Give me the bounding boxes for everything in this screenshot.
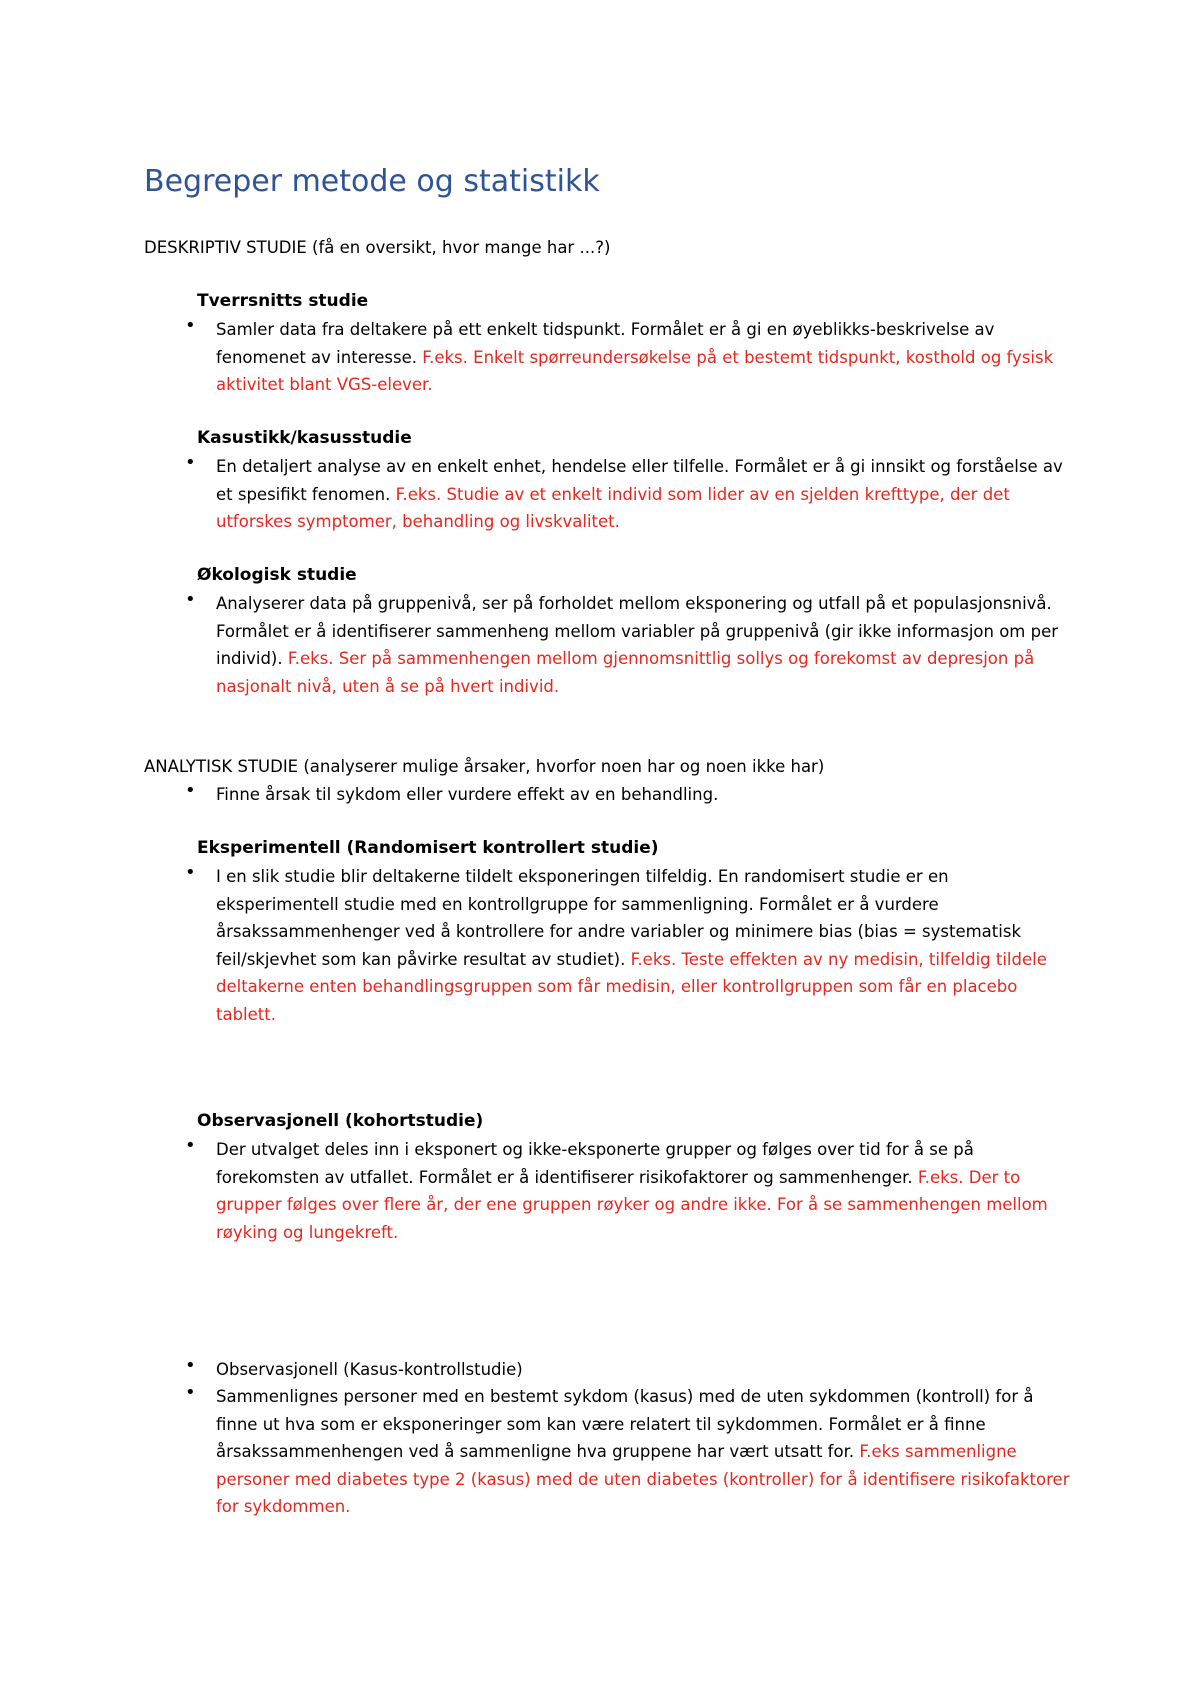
example-text: F.eks. Teste effekten av ny medisin, tilfeldig tildele deltakerne enten behandlingsgruppen som får medisin, eller kontrollgruppen som får en placebo tablett. bbox=[216, 949, 1047, 1024]
bullet-cross-sectional-study bbox=[216, 316, 1076, 399]
bullet-cohort-study bbox=[216, 1136, 1076, 1246]
bullet-text: Der utvalget deles inn i eksponert og ikke-eksponerte grupper og følges over tid for å se på forekomsten av utfallet. Formålet er å identifiserer risikofaktorer og sammenhenger. bbox=[216, 1140, 974, 1187]
descriptive-section-label: DESKRIPTIV STUDIE (få en oversikt, hvor mange har ...?) bbox=[144, 238, 611, 257]
example-text: F.eks. Enkelt spørreundersøkelse på et bestemt tidspunkt, kosthold og fysisk aktivitet blant VGS-elever. bbox=[216, 347, 1054, 394]
bullet-text: Finne årsak til sykdom eller vurdere effekt av en behandling. bbox=[216, 785, 719, 804]
analytic-section-label: ANALYTISK STUDIE (analyserer mulige årsaker, hvorfor noen har og noen ikke har) bbox=[144, 757, 825, 776]
page-title: Begreper metode og statistikk bbox=[144, 164, 600, 199]
bullet-text: En detaljert analyse av en enkelt enhet, hendelse eller tilfelle. Formålet er å gi innsikt og forståelse av et spesifikt fenomen. bbox=[216, 457, 1063, 504]
example-text: F.eks sammenligne personer med diabetes type 2 (kasus) med de uten diabetes (kontroller) for å identifisere risikofaktorer for sykdommen. bbox=[216, 1442, 1070, 1516]
example-text: F.eks. Studie av et enkelt individ som lider av en sjelden krefttype, der det utforskes symptomer, behandling og livskvalitet. bbox=[216, 484, 1010, 531]
bullet-text: I en slik studie blir deltakerne tildelt eksponeringen tilfeldig. En randomisert studie er en eksperimentell studie med en kontrollgruppe for sammenligning. Formålet er å vurdere årsakssammenhenger ved å kontrollere for andre variabler og minimere bias (bias = systematisk feil/skjevhet som kan påvirke resultat av studiet). bbox=[216, 867, 1022, 969]
bullet-ecological-study bbox=[216, 590, 1076, 700]
bullet-text: Sammenlignes personer med en bestemt sykdom (kasus) med de uten sykdommen (kontroll) for å finne ut hva som er eksponeringer som kan være relatert til sykdommen. Formålet er å finne årsakssammenhengen ved å sammenligne hva gruppene har vært utsatt for. bbox=[216, 1387, 1034, 1461]
example-text: F.eks. Der to grupper følges over flere år, der ene gruppen røyker og andre ikke. For å se sammenhengen mellom røyking og lungekreft. bbox=[216, 1167, 1048, 1242]
heading-ecological-study: Økologisk studie bbox=[197, 565, 357, 585]
bullet-text: Samler data fra deltakere på ett enkelt tidspunkt. Formålet er å gi en øyeblikks-beskrivelse av fenomenet av interesse. bbox=[216, 320, 995, 367]
heading-cohort-study: Observasjonell (kohortstudie) bbox=[197, 1111, 484, 1131]
heading-case-report: Kasustikk/kasusstudie bbox=[197, 428, 412, 448]
bullet-case-control-heading bbox=[216, 1356, 1076, 1384]
bullet-text: Observasjonell (Kasus-kontrollstudie) bbox=[216, 1360, 523, 1379]
bullet-analytic-intro bbox=[216, 781, 1076, 809]
heading-cross-sectional-study: Tverrsnitts studie bbox=[197, 291, 369, 311]
bullet-text: Analyserer data på gruppenivå, ser på forholdet mellom eksponering og utfall på et populasjonsnivå. Formålet er å identifiserer sammenheng mellom variabler på gruppenivå (gir ikke informasjon om per individ). bbox=[216, 594, 1059, 668]
heading-experimental-rct: Eksperimentell (Randomisert kontrollert studie) bbox=[197, 838, 659, 858]
bullet-case-report bbox=[216, 453, 1076, 536]
bullet-experimental-rct bbox=[216, 863, 1076, 1028]
bullet-case-control-study bbox=[216, 1383, 1076, 1521]
example-text: F.eks. Ser på sammenhengen mellom gjennomsnittlig sollys og forekomst av depresjon på nasjonalt nivå, uten å se på hvert individ. bbox=[216, 649, 1035, 696]
